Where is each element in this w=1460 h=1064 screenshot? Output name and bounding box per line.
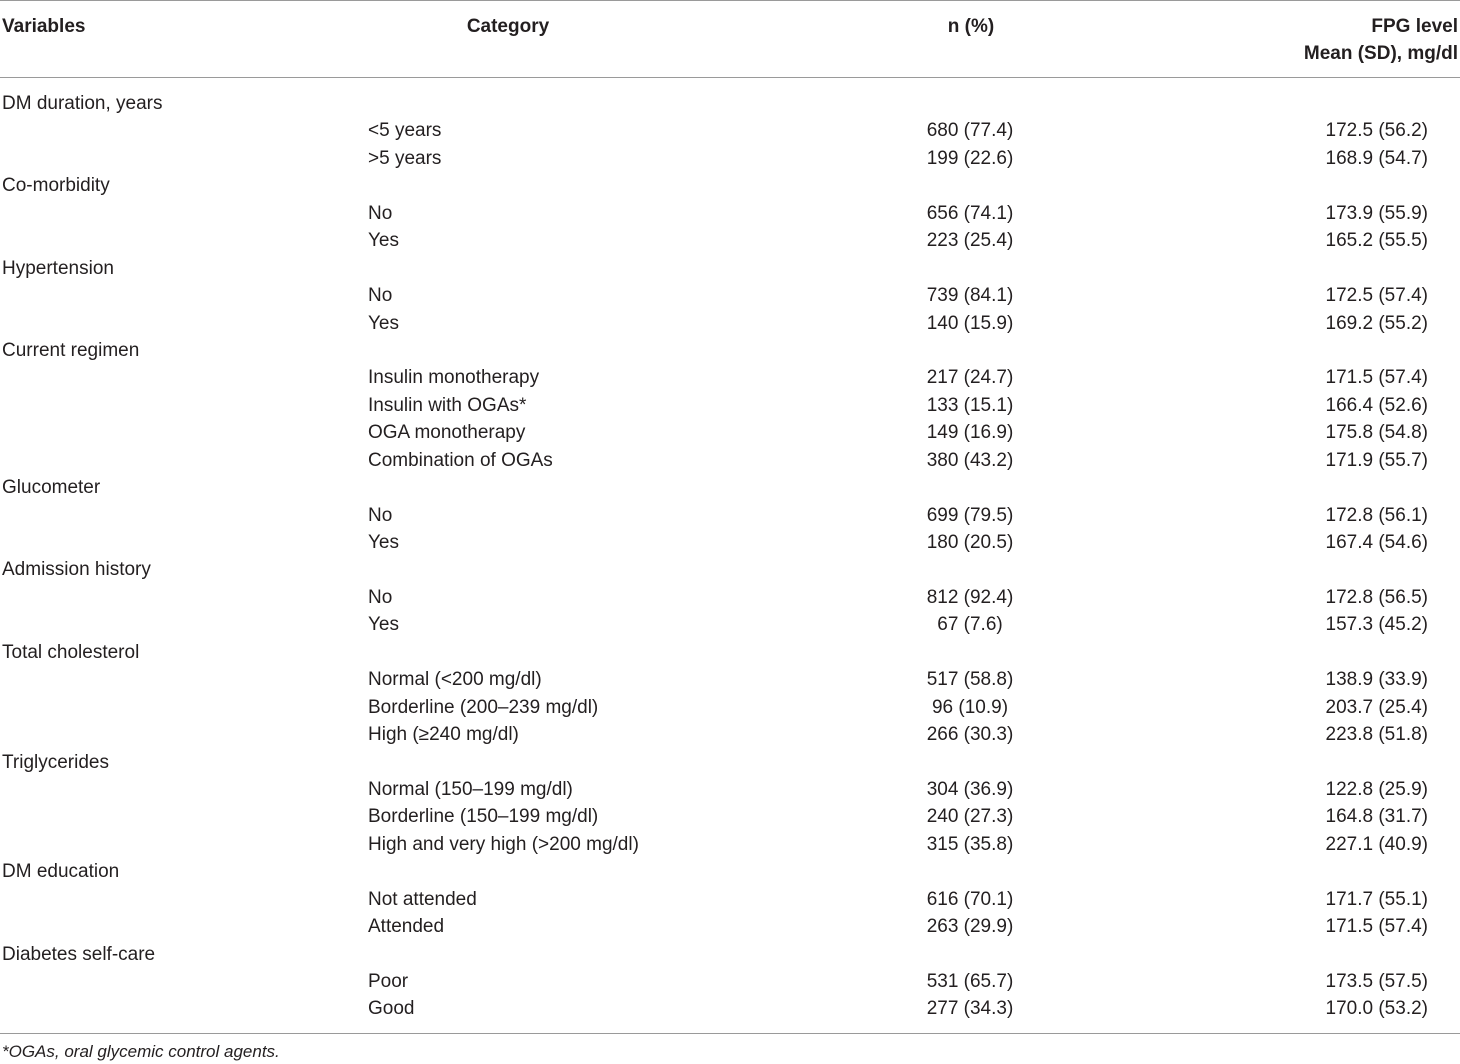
row-category: Good <box>368 998 415 1020</box>
row-n-percent: 656 (74.1) <box>926 202 1014 224</box>
row-category: >5 years <box>368 147 442 169</box>
table-row <box>0 282 1460 309</box>
row-n-percent: 531 (65.7) <box>926 971 1014 992</box>
row-n-percent: 180 (20.5) <box>926 532 1014 553</box>
table-row <box>0 172 1460 199</box>
row-n-percent: 133 (15.1) <box>926 394 1014 416</box>
row-category: No <box>368 202 393 224</box>
row-category: High (≥240 mg/dl) <box>368 724 519 746</box>
table-row <box>0 611 1460 638</box>
row-n-percent: 304 (36.9) <box>926 778 1014 800</box>
row-category: Yes <box>368 230 399 252</box>
row-fpg-mean-sd: 223.8 (51.8) <box>1325 724 1428 746</box>
row-category: Yes <box>368 532 399 553</box>
row-category: OGA monotherapy <box>368 422 526 444</box>
table-row <box>0 858 1460 885</box>
row-n-percent: 240 (27.3) <box>926 806 1014 828</box>
row-n-percent: 223 (25.4) <box>926 230 1014 252</box>
row-n-percent: 199 (22.6) <box>926 147 1014 169</box>
row-category: Poor <box>368 971 409 992</box>
row-n-percent: 67 (7.6) <box>937 614 1003 636</box>
table-row <box>0 968 1460 995</box>
row-n-percent: 616 (70.1) <box>926 888 1014 910</box>
row-category: No <box>368 285 393 307</box>
row-fpg-mean-sd: 172.8 (56.5) <box>1325 586 1428 608</box>
table-row <box>0 666 1460 693</box>
row-n-percent: 380 (43.2) <box>926 449 1014 471</box>
row-category: No <box>368 504 393 526</box>
header-fpg-line1: FPG level <box>1371 16 1458 37</box>
header-n-percent: n (%) <box>947 16 995 37</box>
table-row <box>0 447 1460 474</box>
table-row <box>0 995 1460 1022</box>
row-fpg-mean-sd: 172.5 (57.4) <box>1325 285 1428 307</box>
table-row <box>0 639 1460 666</box>
table-row <box>0 941 1460 968</box>
table-row <box>0 364 1460 391</box>
row-n-percent: 812 (92.4) <box>926 586 1014 608</box>
row-fpg-mean-sd: 170.0 (53.2) <box>1325 998 1428 1020</box>
row-fpg-mean-sd: 173.9 (55.9) <box>1325 202 1428 224</box>
row-fpg-mean-sd: 175.8 (54.8) <box>1325 422 1428 444</box>
row-category: Borderline (200–239 mg/dl) <box>368 696 599 718</box>
row-category: Insulin with OGAs* <box>368 394 527 416</box>
table-row <box>0 529 1460 556</box>
row-n-percent: 699 (79.5) <box>926 504 1014 526</box>
table-body <box>0 90 1460 1023</box>
row-category: Borderline (150–199 mg/dl) <box>368 806 599 828</box>
table-row <box>0 474 1460 501</box>
row-fpg-mean-sd: 171.5 (57.4) <box>1325 916 1428 938</box>
row-fpg-mean-sd: 138.9 (33.9) <box>1325 669 1428 691</box>
row-n-percent: 263 (29.9) <box>926 916 1014 938</box>
table-row <box>0 776 1460 803</box>
table-row <box>0 913 1460 940</box>
row-variable: DM education <box>2 861 120 883</box>
row-fpg-mean-sd: 167.4 (54.6) <box>1325 532 1428 553</box>
table-row <box>0 584 1460 611</box>
row-category: Attended <box>368 916 445 938</box>
row-fpg-mean-sd: 157.3 (45.2) <box>1325 614 1428 636</box>
row-n-percent: 680 (77.4) <box>926 120 1014 142</box>
table-row <box>0 337 1460 364</box>
row-category: High and very high (>200 mg/dl) <box>368 833 639 855</box>
table-row <box>0 200 1460 227</box>
row-n-percent: 149 (16.9) <box>926 422 1014 444</box>
row-n-percent: 277 (34.3) <box>926 998 1014 1020</box>
row-variable: Triglycerides <box>2 751 109 773</box>
row-fpg-mean-sd: 171.7 (55.1) <box>1325 888 1428 910</box>
row-category: Insulin monotherapy <box>368 367 540 389</box>
row-fpg-mean-sd: 172.5 (56.2) <box>1325 120 1428 142</box>
row-category: Normal (<200 mg/dl) <box>368 669 542 691</box>
header-category: Category <box>466 16 550 37</box>
row-n-percent: 315 (35.8) <box>926 833 1014 855</box>
row-fpg-mean-sd: 173.5 (57.5) <box>1325 971 1428 992</box>
table-row <box>0 90 1460 117</box>
table-row <box>0 694 1460 721</box>
table-row <box>0 831 1460 858</box>
row-variable: Glucometer <box>2 477 101 499</box>
row-fpg-mean-sd: 165.2 (55.5) <box>1325 230 1428 252</box>
table-row <box>0 419 1460 446</box>
row-fpg-mean-sd: 171.9 (55.7) <box>1325 449 1428 471</box>
table-row <box>0 803 1460 830</box>
header-fpg-level <box>1304 13 1458 67</box>
table-row <box>0 556 1460 583</box>
row-variable: DM duration, years <box>2 93 163 114</box>
header-variables: Variables <box>2 16 86 37</box>
row-fpg-mean-sd: 171.5 (57.4) <box>1325 367 1428 389</box>
row-variable: Hypertension <box>2 257 114 279</box>
row-fpg-mean-sd: 166.4 (52.6) <box>1325 394 1428 416</box>
row-category: Yes <box>368 312 399 334</box>
table-row <box>0 255 1460 282</box>
table-footnote: *OGAs, oral glycemic control agents. <box>2 1042 280 1061</box>
row-variable: Current regimen <box>2 339 140 361</box>
row-n-percent: 517 (58.8) <box>926 669 1014 691</box>
table-row <box>0 749 1460 776</box>
table-row <box>0 502 1460 529</box>
table-row <box>0 886 1460 913</box>
row-variable: Co-morbidity <box>2 175 110 197</box>
table-row <box>0 117 1460 144</box>
row-n-percent: 217 (24.7) <box>926 367 1014 389</box>
table-row <box>0 310 1460 337</box>
row-category: Not attended <box>368 888 477 910</box>
row-variable: Diabetes self-care <box>2 943 156 965</box>
row-variable: Total cholesterol <box>2 641 140 663</box>
row-variable: Admission history <box>2 559 151 581</box>
row-category: Combination of OGAs <box>368 449 553 471</box>
header-rule <box>0 77 1460 78</box>
row-fpg-mean-sd: 172.8 (56.1) <box>1325 504 1428 526</box>
row-fpg-mean-sd: 122.8 (25.9) <box>1325 778 1428 800</box>
bottom-rule <box>0 1033 1460 1034</box>
row-fpg-mean-sd: 169.2 (55.2) <box>1325 312 1428 334</box>
top-rule <box>0 0 1460 1</box>
row-category: Yes <box>368 614 399 636</box>
row-fpg-mean-sd: 227.1 (40.9) <box>1325 833 1428 855</box>
row-category: Normal (150–199 mg/dl) <box>368 778 573 800</box>
header-fpg-line2: Mean (SD), mg/dl <box>1303 43 1458 64</box>
row-fpg-mean-sd: 164.8 (31.7) <box>1325 806 1428 828</box>
table-row <box>0 721 1460 748</box>
row-fpg-mean-sd: 168.9 (54.7) <box>1325 147 1428 169</box>
row-n-percent: 266 (30.3) <box>926 724 1014 746</box>
table-row <box>0 145 1460 172</box>
row-n-percent: 140 (15.9) <box>926 312 1014 334</box>
row-fpg-mean-sd: 203.7 (25.4) <box>1325 696 1428 718</box>
table-row <box>0 227 1460 254</box>
table-row <box>0 392 1460 419</box>
row-n-percent: 739 (84.1) <box>926 285 1014 307</box>
row-n-percent: 96 (10.9) <box>931 696 1009 718</box>
row-category: No <box>368 586 393 608</box>
row-category: <5 years <box>368 120 442 142</box>
